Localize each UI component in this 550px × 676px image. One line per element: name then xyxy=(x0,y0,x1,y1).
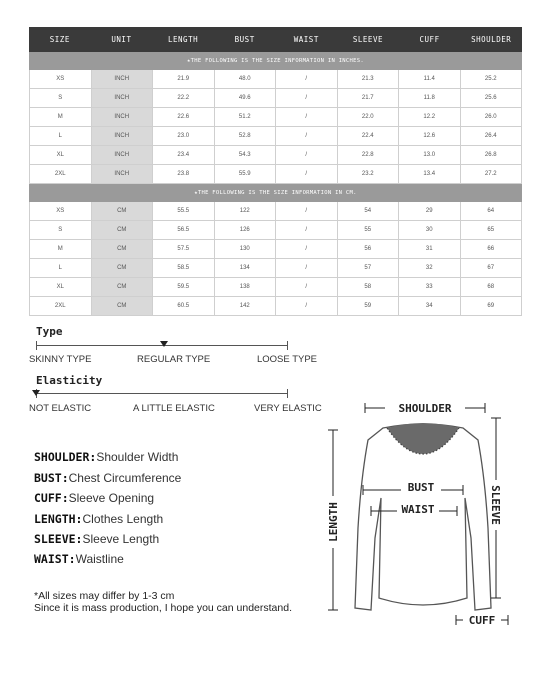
table-cell: 30 xyxy=(399,221,461,239)
table-header-row xyxy=(29,27,522,52)
table-cell: INCH xyxy=(92,127,154,145)
table-cell: / xyxy=(276,202,338,220)
table-cell: 58.5 xyxy=(153,259,215,277)
table-cell: 64 xyxy=(461,202,523,220)
cm-rows xyxy=(29,202,522,316)
table-cell: 142 xyxy=(215,297,277,315)
legend-length: LENGTH:Clothes Length xyxy=(34,512,164,526)
type-selected-marker-icon xyxy=(160,341,168,347)
table-cell: 58 xyxy=(338,278,400,296)
table-row xyxy=(29,89,522,108)
table-cell: M xyxy=(29,108,92,126)
note-line-2: Since it is mass production, I hope you can understand. xyxy=(34,602,292,614)
legend-key: WAIST xyxy=(34,552,69,566)
size-table xyxy=(29,27,522,316)
table-cell: 49.6 xyxy=(215,89,277,107)
table-cell: 13.4 xyxy=(399,165,461,183)
table-cell: / xyxy=(276,70,338,88)
table-cell: L xyxy=(29,259,92,277)
legend-key: LENGTH xyxy=(34,512,76,526)
inch-banner-text: ★THE FOLLOWING IS THE SIZE INFORMATION IN INCHES. xyxy=(187,58,364,64)
table-cell: 26.8 xyxy=(461,146,523,164)
cm-banner-text: ★THE FOLLOWING IS THE SIZE INFORMATION IN CM. xyxy=(194,190,357,196)
type-option-regular: REGULAR TYPE xyxy=(137,354,211,365)
table-row xyxy=(29,297,522,316)
table-cell: 25.6 xyxy=(461,89,523,107)
cm-banner xyxy=(29,184,522,202)
table-row xyxy=(29,240,522,259)
legend-sleeve: SLEEVE:Sleeve Length xyxy=(34,532,160,546)
table-cell: 56.5 xyxy=(153,221,215,239)
table-cell: 59.5 xyxy=(153,278,215,296)
table-cell: / xyxy=(276,127,338,145)
table-cell: 11.4 xyxy=(399,70,461,88)
legend-value: Chest Circumference xyxy=(68,471,182,485)
table-cell: 23.0 xyxy=(153,127,215,145)
table-cell: 26.0 xyxy=(461,108,523,126)
table-cell: 21.3 xyxy=(338,70,400,88)
type-option-skinny: SKINNY TYPE xyxy=(29,354,92,365)
garment-measurement-diagram xyxy=(323,398,523,630)
table-cell: 32 xyxy=(399,259,461,277)
table-cell: 22.0 xyxy=(338,108,400,126)
table-cell: 55.5 xyxy=(153,202,215,220)
table-cell: L xyxy=(29,127,92,145)
table-cell: 33 xyxy=(399,278,461,296)
table-cell: 27.2 xyxy=(461,165,523,183)
table-row xyxy=(29,127,522,146)
table-cell: 55 xyxy=(338,221,400,239)
table-cell: 56 xyxy=(338,240,400,258)
table-cell: INCH xyxy=(92,108,154,126)
header-cell: SLEEVE xyxy=(352,35,383,44)
note-line-1: *All sizes may differ by 1-3 cm xyxy=(34,590,175,602)
type-option-loose: LOOSE TYPE xyxy=(257,354,318,365)
table-row xyxy=(29,278,522,297)
table-row xyxy=(29,108,522,127)
header-cell: CUFF xyxy=(419,35,440,44)
legend-value: Clothes Length xyxy=(82,512,164,526)
elasticity-selected-marker-icon xyxy=(32,390,40,396)
table-cell: 13.0 xyxy=(399,146,461,164)
inch-banner xyxy=(29,52,522,70)
table-cell: / xyxy=(276,278,338,296)
inch-rows xyxy=(29,70,522,184)
table-cell: 22.8 xyxy=(338,146,400,164)
table-cell: 51.2 xyxy=(215,108,277,126)
table-cell: 21.7 xyxy=(338,89,400,107)
table-cell: / xyxy=(276,297,338,315)
waist-label: WAIST xyxy=(401,503,435,516)
table-cell: XS xyxy=(29,70,92,88)
table-cell: CM xyxy=(92,278,154,296)
table-cell: 69 xyxy=(461,297,523,315)
elasticity-option-not: NOT ELASTIC xyxy=(29,403,92,414)
table-cell: 12.2 xyxy=(399,108,461,126)
table-cell: XS xyxy=(29,202,92,220)
table-cell: 65 xyxy=(461,221,523,239)
legend-value: Shoulder Width xyxy=(96,450,179,464)
table-cell: CM xyxy=(92,240,154,258)
table-cell: 138 xyxy=(215,278,277,296)
table-cell: 23.2 xyxy=(338,165,400,183)
table-cell: 67 xyxy=(461,259,523,277)
table-cell: INCH xyxy=(92,89,154,107)
legend-waist: WAIST:Waistline xyxy=(34,552,124,566)
header-cell: UNIT xyxy=(111,35,132,44)
table-cell: 31 xyxy=(399,240,461,258)
table-cell: / xyxy=(276,108,338,126)
header-cell: SIZE xyxy=(49,35,70,44)
table-cell: / xyxy=(276,221,338,239)
table-cell: 134 xyxy=(215,259,277,277)
table-cell: 23.8 xyxy=(153,165,215,183)
table-cell: / xyxy=(276,146,338,164)
table-cell: 57.5 xyxy=(153,240,215,258)
table-cell: XL xyxy=(29,278,92,296)
table-cell: 57 xyxy=(338,259,400,277)
table-cell: 22.4 xyxy=(338,127,400,145)
legend-cuff: CUFF:Sleeve Opening xyxy=(34,491,155,505)
legend-key: SHOULDER xyxy=(34,450,90,464)
table-cell: 60.5 xyxy=(153,297,215,315)
table-cell: / xyxy=(276,259,338,277)
table-cell: S xyxy=(29,221,92,239)
table-cell: 29 xyxy=(399,202,461,220)
table-cell: 66 xyxy=(461,240,523,258)
legend-value: Sleeve Opening xyxy=(68,491,155,505)
table-cell: 55.9 xyxy=(215,165,277,183)
table-cell: 54.3 xyxy=(215,146,277,164)
elasticity-option-little: A LITTLE ELASTIC xyxy=(133,403,215,414)
legend-value: Sleeve Length xyxy=(82,532,160,546)
sleeve-label: SLEEVE xyxy=(489,485,502,525)
table-cell: 59 xyxy=(338,297,400,315)
table-cell: CM xyxy=(92,221,154,239)
legend-bust: BUST:Chest Circumference xyxy=(34,471,182,485)
table-cell: 23.4 xyxy=(153,146,215,164)
header-cell: SHOULDER xyxy=(471,35,512,44)
table-cell: / xyxy=(276,240,338,258)
table-cell: INCH xyxy=(92,165,154,183)
table-row xyxy=(29,165,522,184)
elasticity-scale-title: Elasticity xyxy=(36,374,103,387)
table-cell: 12.6 xyxy=(399,127,461,145)
table-cell: 130 xyxy=(215,240,277,258)
header-cell: WAIST xyxy=(293,35,319,44)
table-cell: CM xyxy=(92,297,154,315)
table-cell: 2XL xyxy=(29,165,92,183)
table-cell: 22.6 xyxy=(153,108,215,126)
length-label: LENGTH xyxy=(327,502,340,542)
table-cell: 34 xyxy=(399,297,461,315)
table-cell: INCH xyxy=(92,70,154,88)
table-row xyxy=(29,259,522,278)
table-cell: 68 xyxy=(461,278,523,296)
table-cell: 21.9 xyxy=(153,70,215,88)
type-scale-title: Type xyxy=(36,325,63,338)
elasticity-scale-line xyxy=(36,393,288,394)
table-cell: 2XL xyxy=(29,297,92,315)
table-cell: S xyxy=(29,89,92,107)
table-cell: 26.4 xyxy=(461,127,523,145)
table-cell: 122 xyxy=(215,202,277,220)
table-cell: CM xyxy=(92,259,154,277)
table-cell: 54 xyxy=(338,202,400,220)
table-cell: M xyxy=(29,240,92,258)
table-cell: 52.8 xyxy=(215,127,277,145)
table-cell: 22.2 xyxy=(153,89,215,107)
table-cell: XL xyxy=(29,146,92,164)
table-cell: 126 xyxy=(215,221,277,239)
table-cell: 48.0 xyxy=(215,70,277,88)
table-row xyxy=(29,146,522,165)
bust-label: BUST xyxy=(407,481,435,494)
header-cell: BUST xyxy=(234,35,255,44)
legend-key: SLEEVE xyxy=(34,532,76,546)
table-cell: / xyxy=(276,89,338,107)
legend-shoulder: SHOULDER:Shoulder Width xyxy=(34,450,179,464)
table-cell: CM xyxy=(92,202,154,220)
table-row xyxy=(29,221,522,240)
legend-value: Waistline xyxy=(75,552,124,566)
cuff-label: CUFF xyxy=(468,614,496,627)
table-cell: 11.8 xyxy=(399,89,461,107)
table-cell: 25.2 xyxy=(461,70,523,88)
header-cell: LENGTH xyxy=(168,35,199,44)
table-cell: INCH xyxy=(92,146,154,164)
legend-key: BUST xyxy=(34,471,62,485)
table-row xyxy=(29,70,522,89)
shoulder-label: SHOULDER xyxy=(398,402,452,415)
table-cell: / xyxy=(276,165,338,183)
elasticity-option-very: VERY ELASTIC xyxy=(254,403,322,414)
legend-key: CUFF xyxy=(34,491,62,505)
table-row xyxy=(29,202,522,221)
